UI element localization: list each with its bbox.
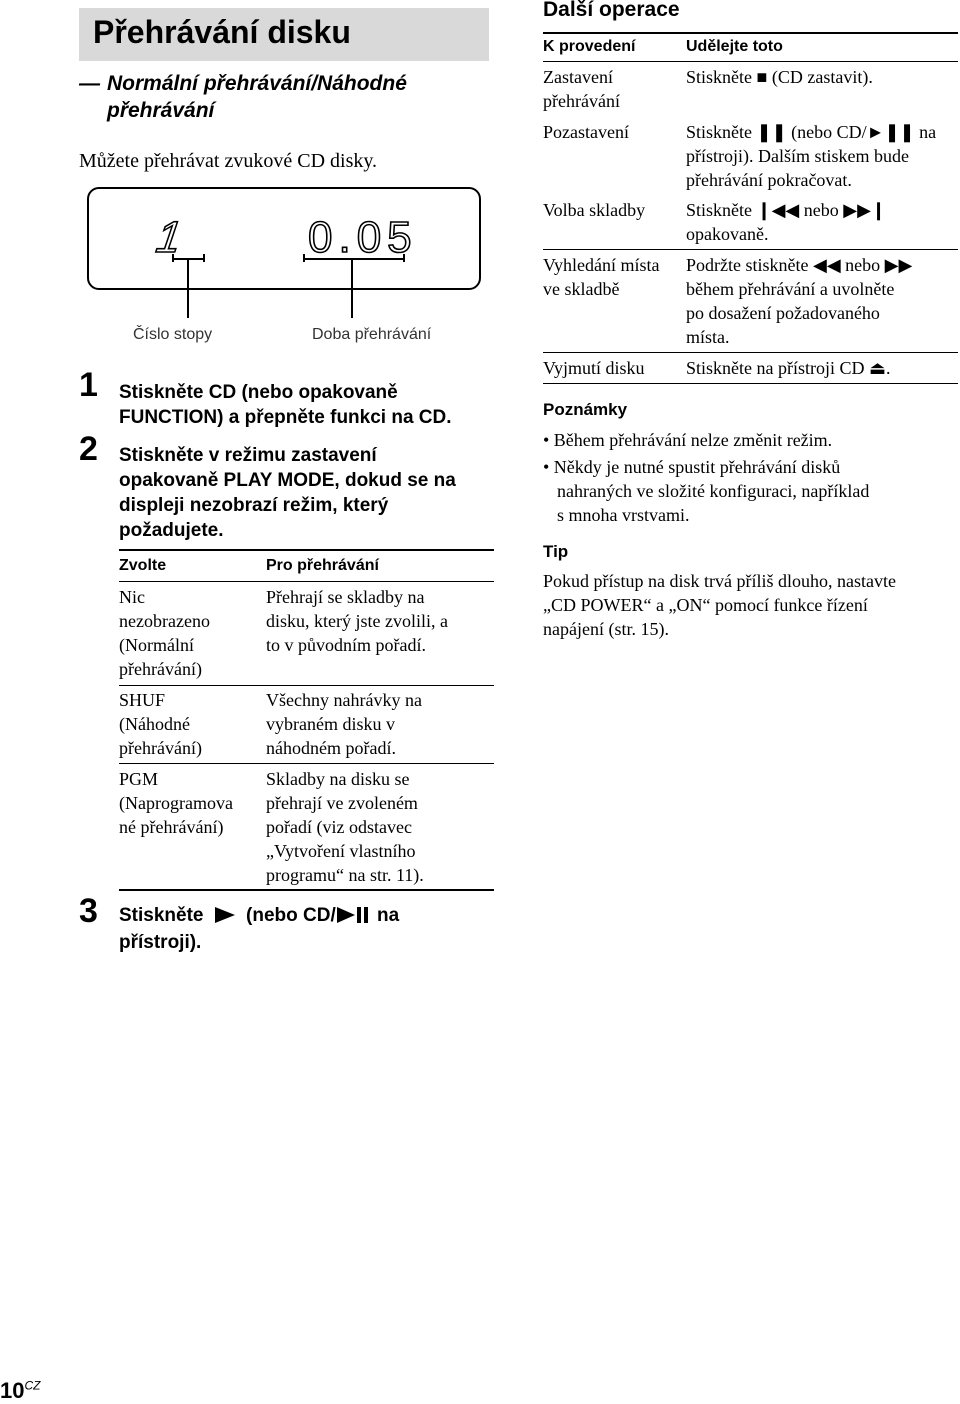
ops-row-pause-action xyxy=(686,120,936,192)
ops-row-track-task xyxy=(543,198,645,222)
ops-table-top-rule xyxy=(543,32,958,34)
ops-header-rule xyxy=(543,61,958,62)
cell-line: přehrají ve zvoleném xyxy=(266,793,418,813)
mode-table-row-rule xyxy=(119,763,494,764)
intro-text: Můžete přehrávat zvukové CD disky. xyxy=(79,150,378,172)
mode-row-pgm-play xyxy=(266,767,424,887)
step-2-line: opakovaně PLAY MODE, dokud se na xyxy=(119,470,456,491)
cell-line: vybraném disku v xyxy=(266,714,395,734)
cell-line: PGM xyxy=(119,769,159,789)
cell-line: náhodném pořadí. xyxy=(266,738,396,758)
cell-line: Stiskněte ❚❚ (nebo CD/►❚❚ na xyxy=(686,122,937,142)
page-title: Přehrávání disku xyxy=(93,14,351,50)
cell-line: „Vytvoření vlastního xyxy=(266,841,416,861)
cell-line: přehrávání) xyxy=(119,738,202,758)
step-1-text xyxy=(119,380,452,430)
ops-row-stop-action xyxy=(686,65,873,89)
cell-line: né přehrávání) xyxy=(119,817,224,837)
tip-line: „CD POWER“ a „ON“ pomocí funkce řízení xyxy=(543,595,868,615)
ops-row-eject-task xyxy=(543,356,645,380)
tip-line: napájení (str. 15). xyxy=(543,619,669,639)
step-2-number: 2 xyxy=(79,430,98,468)
ops-row-search-action xyxy=(686,253,912,349)
step-3-mid: (nebo CD/ xyxy=(246,905,336,926)
mode-table-header-play: Pro přehrávání xyxy=(266,557,379,574)
cell-line: místa. xyxy=(686,327,730,347)
step-2-line: požadujete. xyxy=(119,520,224,541)
cell-line: to v původním pořadí. xyxy=(266,635,426,655)
cell-line: Přehrají se skladby na xyxy=(266,587,425,607)
step-3-prefix: Stiskněte xyxy=(119,905,204,926)
ops-header-action: Udělejte toto xyxy=(686,38,783,55)
cell-line: přehrávání pokračovat. xyxy=(686,170,852,190)
caption-track: Číslo stopy xyxy=(133,326,213,343)
cell-line: SHUF xyxy=(119,690,166,710)
subtitle-text: Normální přehrávání/Náhodné přehrávání xyxy=(107,72,407,122)
cell-line: přístroji). Dalším stiskem bude xyxy=(686,146,909,166)
cell-line: po dosažení požadovaného xyxy=(686,303,880,323)
cell-line: během přehrávání a uvolněte xyxy=(686,279,895,299)
cell-line: Skladby na disku se xyxy=(266,769,410,789)
cell-line: (Naprogramova xyxy=(119,793,233,813)
tip-line: Pokud přístup na disk trvá příliš dlouho, nastavte xyxy=(543,571,896,591)
page-number xyxy=(0,1378,40,1404)
note-line: s mnoha vrstvami. xyxy=(557,505,690,525)
cell-line: Vyjmutí disku xyxy=(543,358,645,378)
ops-row-rule xyxy=(543,352,958,353)
mode-table-row-rule xyxy=(119,685,494,686)
cell-line: Všechny nahrávky na xyxy=(266,690,422,710)
cell-line: Stiskněte ❙◀◀ nebo ▶▶❙ xyxy=(686,200,887,220)
ops-header-task: K provedení xyxy=(543,38,636,55)
step-1-number: 1 xyxy=(79,366,98,404)
ops-row-stop-task xyxy=(543,65,620,113)
step-3-number: 3 xyxy=(79,892,98,930)
step-3-suffix: na xyxy=(377,905,400,926)
cell-line: Volba skladby xyxy=(543,200,646,220)
note-item xyxy=(543,455,869,527)
tip-text xyxy=(543,569,958,641)
cell-line: přehrávání) xyxy=(119,659,202,679)
mode-row-normal-select xyxy=(119,585,210,681)
step-3-text xyxy=(119,903,399,955)
ops-table-bottom-rule xyxy=(543,383,958,384)
step-2-line: displeji nezobrazí režim, který xyxy=(119,495,389,516)
caption-time: Doba přehrávání xyxy=(312,326,432,343)
note-line: nahraných ve složité konfiguraci, například xyxy=(557,481,870,501)
play-icon xyxy=(215,907,235,923)
note-line: • Někdy je nutné spustit přehrávání disků xyxy=(543,457,841,477)
cell-line: programu“ na str. 11). xyxy=(266,865,424,885)
mode-table-bottom-rule xyxy=(119,889,494,891)
mode-row-shuf-play xyxy=(266,688,422,760)
cell-line: přehrávání xyxy=(543,91,620,111)
play-pause-icon xyxy=(337,905,368,930)
mode-row-normal-play xyxy=(266,585,448,657)
page-lang-code: CZ xyxy=(24,1378,41,1393)
other-ops-title: Další operace xyxy=(543,0,680,21)
step-1-line: Stiskněte CD (nebo opakovaně xyxy=(119,382,398,403)
cell-line: disku, který jste zvolili, a xyxy=(266,611,448,631)
tip-title: Tip xyxy=(543,542,569,561)
display-play-time: 0.05 xyxy=(308,213,418,262)
ops-row-search-task xyxy=(543,253,659,301)
ops-row-track-action xyxy=(686,198,886,246)
ops-row-rule xyxy=(543,249,958,250)
cell-line: Zastavení xyxy=(543,67,613,87)
cell-line: Nic xyxy=(119,587,145,607)
notes-title: Poznámky xyxy=(543,400,628,419)
note-line: • Během přehrávání nelze změnit režim. xyxy=(543,430,833,450)
subtitle-dash: — xyxy=(79,72,100,95)
step-2-text xyxy=(119,443,456,543)
step-3-line-2: přístroji). xyxy=(119,932,202,953)
cell-line: Pozastavení xyxy=(543,122,629,142)
display-track-number: 1 xyxy=(153,213,185,262)
ops-row-eject-action xyxy=(686,356,891,380)
mode-row-shuf-select xyxy=(119,688,202,760)
mode-row-pgm-select xyxy=(119,767,233,839)
page-number-value: 10 xyxy=(0,1378,25,1403)
cell-line: Vyhledání místa xyxy=(543,255,660,275)
note-item xyxy=(543,428,832,452)
step-1-line: FUNCTION) a přepněte funkci na CD. xyxy=(119,407,452,428)
cell-line: nezobrazeno xyxy=(119,611,210,631)
cell-line: Stiskněte ■ (CD zastavit). xyxy=(686,67,873,87)
ops-row-pause-task xyxy=(543,120,629,144)
cell-line: (Normální xyxy=(119,635,194,655)
cell-line: (Náhodné xyxy=(119,714,190,734)
mode-table-top-rule xyxy=(119,549,494,551)
step-2-line: Stiskněte v režimu zastavení xyxy=(119,445,377,466)
mode-table-header-rule xyxy=(119,581,494,582)
step-3-line-1 xyxy=(119,903,399,930)
cell-line: Podržte stiskněte ◀◀ nebo ▶▶ xyxy=(686,255,913,275)
cell-line: Stiskněte na přístroji CD ⏏. xyxy=(686,358,891,378)
cell-line: ve skladbě xyxy=(543,279,620,299)
cell-line: opakovaně. xyxy=(686,224,769,244)
cell-line: pořadí (viz odstavec xyxy=(266,817,412,837)
mode-table-header-select: Zvolte xyxy=(119,557,167,574)
